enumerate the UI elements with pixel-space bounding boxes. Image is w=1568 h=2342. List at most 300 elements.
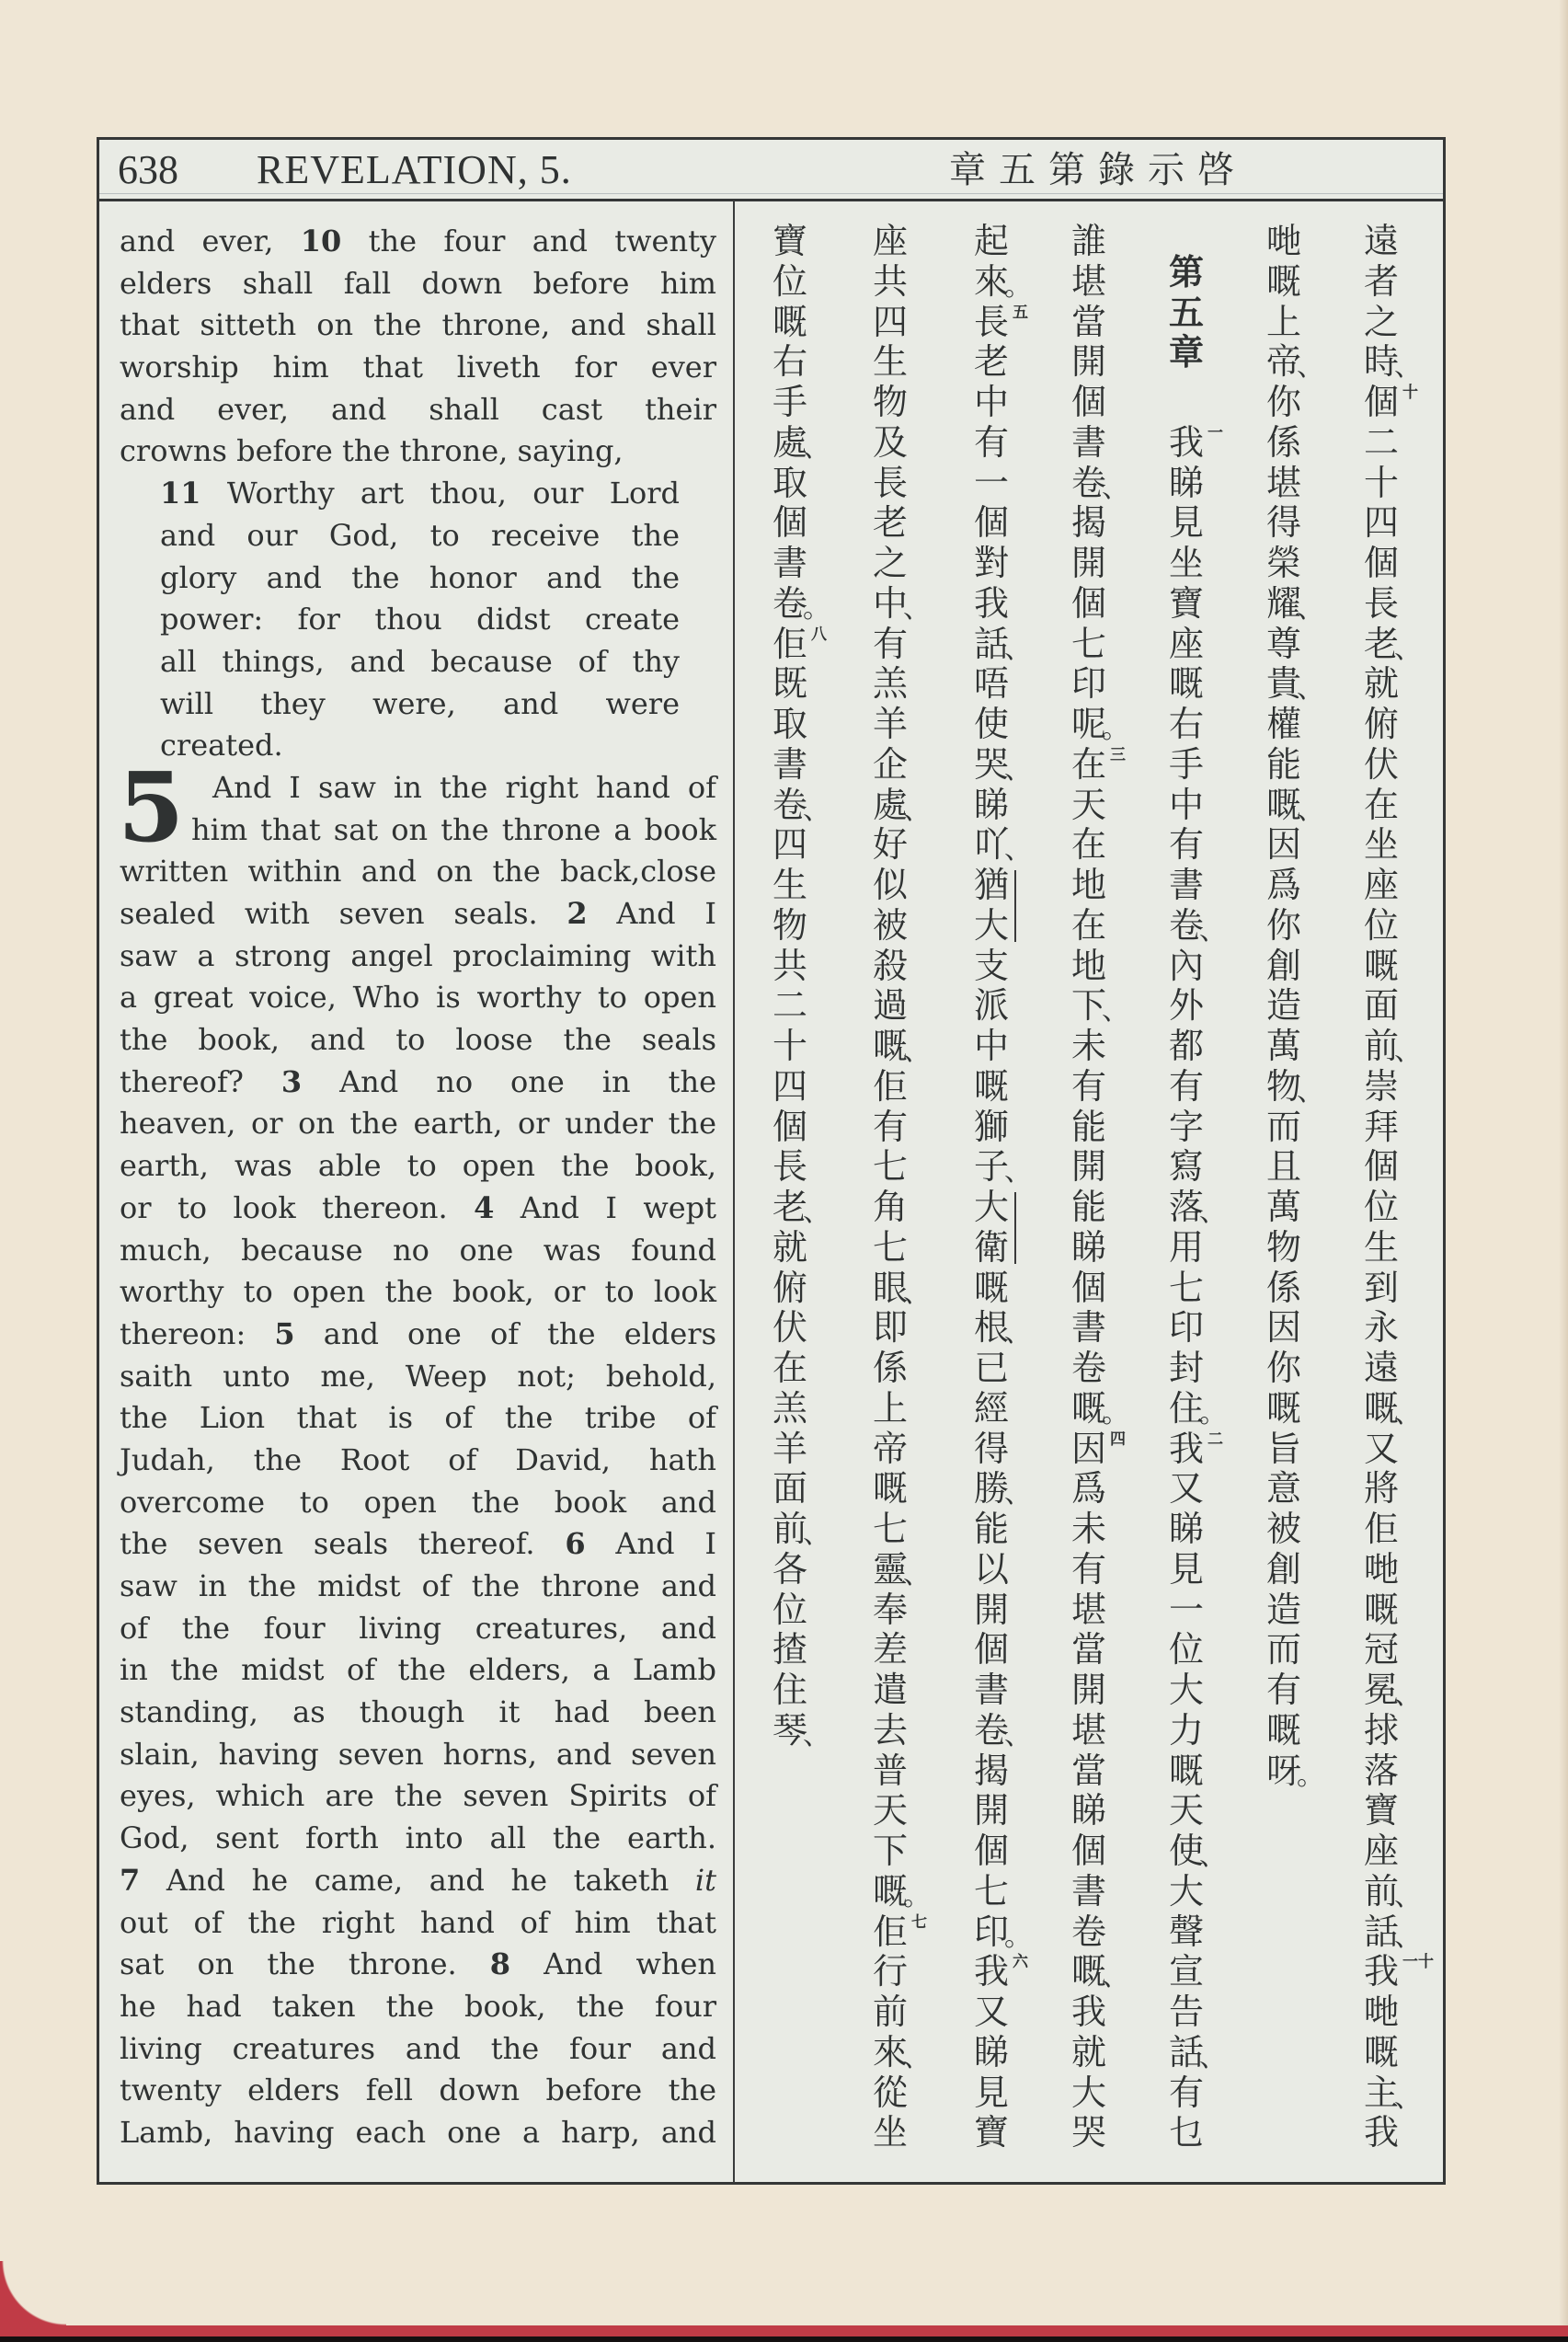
cjk-character: 去 <box>872 1709 908 1751</box>
cjk-character: 嘅 <box>1363 1589 1399 1630</box>
punctuation-mark: 。 <box>1297 1759 1324 1792</box>
punctuation-mark: 、 <box>803 431 830 464</box>
cjk-character: 崇 <box>1363 1065 1399 1107</box>
cjk-character: 長 <box>872 462 908 503</box>
text-line <box>120 1860 716 1902</box>
cjk-character: 我 <box>1168 1428 1204 1469</box>
cjk-character: 卷 <box>1070 1911 1106 1952</box>
cjk-character: 遣 <box>872 1670 908 1710</box>
cjk-character: 十 <box>1363 462 1399 503</box>
chinese-column <box>1069 221 1129 2153</box>
cjk-character: 我 <box>1363 2112 1399 2153</box>
text-run: sealed with seven seals. <box>120 896 567 931</box>
text-line <box>120 1397 716 1440</box>
cjk-character: 大 <box>973 904 1009 946</box>
text-line <box>120 809 716 852</box>
cjk-character: 告 <box>1168 1992 1204 2032</box>
cjk-character: 一 <box>973 462 1009 503</box>
cjk-character: 座 <box>1363 865 1399 905</box>
cjk-character: 老 <box>872 502 908 544</box>
cjk-character: 處 、 <box>872 784 931 826</box>
verse-number: 八 <box>807 625 826 641</box>
cjk-character: 嘅 、 <box>1363 1387 1422 1429</box>
poem-block <box>120 473 716 767</box>
cjk-character: 在 <box>1363 784 1399 825</box>
verse-number: 三 <box>1106 745 1125 762</box>
cjk-character: 旨 <box>1265 1428 1301 1469</box>
cjk-character: 中 <box>973 382 1009 422</box>
punctuation-mark: 。 <box>1199 1396 1227 1429</box>
text-line <box>160 599 680 641</box>
cjk-character: 開 <box>1070 1146 1106 1188</box>
cjk-character: 伏 <box>772 1307 807 1349</box>
running-head: REVELATION, 5. <box>257 147 572 192</box>
text-run <box>1361 382 1422 1953</box>
text-run: thereon: <box>120 1315 275 1351</box>
cjk-character: 當 <box>1070 1750 1106 1791</box>
punctuation-mark: 、 <box>1199 913 1227 947</box>
verse-number: 8 <box>489 1946 511 1982</box>
cjk-character: 個 <box>973 1629 1009 1670</box>
punctuation-mark: 、 <box>1297 1074 1324 1108</box>
cjk-character: 嘅 <box>973 1267 1009 1308</box>
cjk-character: 話 、 <box>1363 1911 1422 1953</box>
cjk-character: 佢 <box>872 1911 908 1952</box>
punctuation-mark: 、 <box>1102 471 1129 504</box>
text-line <box>120 431 716 473</box>
cjk-character: 起 <box>973 221 1009 261</box>
cjk-character: 者 <box>1363 260 1399 302</box>
cjk-character: 對 <box>973 543 1009 583</box>
text-line <box>120 851 716 893</box>
text-line <box>120 1692 716 1734</box>
text-run <box>870 221 931 1912</box>
cjk-character: 個 <box>1070 1831 1106 1871</box>
text-run: saw in the midst of the throne and <box>120 1568 716 1603</box>
cjk-character: 開 <box>973 1790 1009 1831</box>
cjk-character: 七 <box>872 1226 908 1268</box>
cjk-character: 堪 <box>1070 260 1106 302</box>
cjk-character: 爲 <box>1070 1468 1106 1510</box>
text-run: overcome to open the book and <box>120 1484 716 1520</box>
punctuation-mark: 。 <box>1004 270 1032 303</box>
text-line <box>160 641 680 683</box>
punctuation-mark: 、 <box>1102 1960 1129 1993</box>
cjk-character: 都 <box>1168 1026 1204 1066</box>
cjk-character: 從 <box>872 2072 908 2113</box>
cjk-character: 差 <box>872 1629 908 1670</box>
punctuation-mark: 、 <box>803 1718 830 1751</box>
cjk-character: 過 <box>872 985 908 1027</box>
cjk-character: 爲 <box>1265 865 1301 905</box>
cjk-character: 個 <box>1070 382 1106 422</box>
text-line <box>160 725 680 767</box>
cjk-character: 二 <box>1363 421 1399 463</box>
text-run: much, because no one was found <box>120 1232 716 1268</box>
cjk-character: 上 <box>872 1387 908 1429</box>
punctuation-mark: 。 <box>803 591 830 625</box>
verse-number: 十 <box>1399 384 1417 399</box>
text-run: and our God, to receive the <box>160 517 680 553</box>
cjk-character: 地 <box>1070 865 1106 905</box>
cjk-character: 嘅 、 <box>1265 784 1324 826</box>
cjk-character: 寶 <box>973 2112 1009 2153</box>
cjk-character: 卷 <box>1070 1348 1106 1388</box>
text-line <box>120 2028 716 2071</box>
cjk-character: 帝 <box>872 1428 908 1469</box>
text-run: eyes, which are the seven Spirits of <box>120 1778 716 1814</box>
cjk-character: 就 <box>772 1226 807 1268</box>
cjk-character: 右 <box>1168 704 1204 744</box>
text-line <box>120 1440 716 1482</box>
cjk-character: 既 <box>772 663 807 705</box>
cjk-character: 長 <box>772 1146 807 1188</box>
page-edge-red <box>0 2325 1568 2336</box>
cjk-character: 聲 <box>1168 1911 1204 1952</box>
cjk-character: 睇 <box>1070 1226 1106 1268</box>
cjk-character: 哋 <box>1265 221 1301 261</box>
text-run: slain, having seven horns, and seven <box>120 1736 716 1772</box>
chapter-heading <box>1166 222 1207 423</box>
text-run <box>971 1952 1012 2153</box>
cjk-character: 位 <box>1363 1187 1399 1227</box>
cjk-character: 書 <box>1168 865 1204 905</box>
text-run: him that sat on the throne a book <box>191 811 716 847</box>
cjk-character: 又 <box>1363 1428 1399 1469</box>
cjk-character: 被 <box>872 904 908 946</box>
cjk-character: 宣 <box>1168 1951 1204 1992</box>
cjk-character: 手 <box>772 382 807 422</box>
punctuation-mark: 、 <box>1394 632 1422 665</box>
text-run: and ever, <box>120 224 301 258</box>
cjk-character: 來 、 <box>872 2031 931 2073</box>
cjk-character: 睇 <box>973 2031 1009 2072</box>
text-run: standing, as though it had been <box>120 1694 716 1730</box>
text-line <box>120 767 716 809</box>
text-run: sat on the throne. <box>120 1946 490 1982</box>
cjk-character: 榮 <box>1265 543 1301 583</box>
text-run: the Lion that is of the tribe of <box>120 1400 716 1436</box>
page-corner-edge <box>0 2261 66 2327</box>
text-line <box>120 1019 716 1062</box>
text-run: twenty elders fell down before the <box>120 2072 716 2108</box>
text-run <box>971 221 1032 303</box>
cjk-character: 經 <box>973 1387 1009 1429</box>
cjk-character: 章 <box>1168 331 1204 373</box>
verse-number: 二 <box>1204 1429 1222 1446</box>
cjk-character: 已 <box>973 1348 1009 1388</box>
punctuation-mark: 、 <box>1394 1920 1422 1953</box>
english-text-column <box>120 221 716 2154</box>
cjk-character: 主 、 <box>1363 2072 1422 2114</box>
cjk-character: 開 <box>1070 341 1106 383</box>
text-run <box>1264 221 1324 1792</box>
cjk-character: 睇 <box>1168 1509 1204 1549</box>
cjk-character: 嘅 <box>872 1468 908 1510</box>
cjk-character: 個 <box>1070 582 1106 624</box>
text-line <box>120 304 716 347</box>
text-line <box>120 1523 716 1566</box>
cjk-character: 你 <box>1265 1348 1301 1388</box>
punctuation-mark: 、 <box>1004 1316 1032 1349</box>
cjk-character: 右 <box>772 341 807 383</box>
text-run: written within and on the back,close <box>120 854 716 890</box>
cjk-character: 耀 、 <box>1265 582 1324 625</box>
cjk-character: 在 <box>1070 904 1106 946</box>
cjk-character: 羊 <box>872 704 908 744</box>
cjk-character: 物 <box>772 904 807 946</box>
cjk-character: 係 <box>1265 421 1301 463</box>
text-run <box>971 301 1032 867</box>
cjk-character: 大 <box>973 1187 1009 1227</box>
cjk-character: 嘅 <box>1168 1750 1204 1791</box>
cjk-character: 位 <box>772 1589 807 1630</box>
cjk-character: 面 <box>1363 985 1399 1027</box>
cjk-character: 你 <box>1265 382 1301 422</box>
cjk-character: 下 、 <box>1070 985 1129 1027</box>
cjk-character: 卷 、 <box>1168 904 1227 947</box>
cjk-character: 嘅 、 <box>872 1026 931 1067</box>
verse-number: 11 <box>160 476 201 511</box>
punctuation-mark: 。 <box>1102 713 1129 745</box>
cjk-character: 印 <box>1070 663 1106 705</box>
cjk-character: 位 <box>1168 1629 1204 1670</box>
cjk-character: 到 <box>1363 1267 1399 1308</box>
text-run: God, sent forth into all the earth. <box>120 1820 716 1856</box>
text-run: the four and twenty <box>341 224 716 258</box>
cjk-character: 有 <box>872 1106 908 1147</box>
cjk-character: 能 <box>973 1509 1009 1549</box>
verse-number: 10 <box>300 224 342 258</box>
cjk-character: 天 <box>1168 1790 1204 1831</box>
text-line <box>120 1145 716 1188</box>
text-run: glory and the honor and the <box>160 559 680 595</box>
cjk-character: 而 <box>1265 1629 1301 1670</box>
cjk-character: 殺 <box>872 945 908 986</box>
cjk-character: 睇 <box>973 784 1009 825</box>
cjk-character: 佢 <box>772 623 807 664</box>
cjk-character: 我 <box>1363 1951 1399 1992</box>
cjk-character: 物 <box>1265 1226 1301 1268</box>
text-run: elders shall fall down before him <box>120 265 716 301</box>
punctuation-mark: 、 <box>1394 1879 1422 1912</box>
cjk-character: 支 <box>973 945 1009 986</box>
text-run: will they were, and were <box>160 685 680 721</box>
cjk-character: 話 、 <box>973 623 1032 665</box>
cjk-character: 有 <box>1168 2072 1204 2113</box>
italic-text: it <box>694 1862 716 1898</box>
cjk-character: 七 <box>973 1870 1009 1911</box>
cjk-character: 遠 <box>1363 221 1399 261</box>
cjk-character: 角 <box>872 1187 908 1227</box>
cjk-character: 似 <box>872 865 908 905</box>
text-run: And he came, and he taketh <box>140 1862 695 1898</box>
cjk-character: 嘅 。 <box>872 1870 931 1912</box>
cjk-character: 前 <box>872 1992 908 2032</box>
verse-number: 3 <box>280 1063 303 1099</box>
cjk-character: 能 <box>1265 743 1301 785</box>
cjk-character: 冕 、 <box>1363 1670 1422 1711</box>
cjk-character: 堪 <box>1070 1709 1106 1751</box>
chinese-column <box>1264 221 1324 2153</box>
verse-number: 5 <box>274 1315 295 1351</box>
cjk-character: 有 <box>1168 1065 1204 1107</box>
cjk-character: 琴 、 <box>772 1709 830 1751</box>
text-line <box>120 1314 716 1356</box>
text-run <box>971 1267 1032 1953</box>
text-line <box>120 1608 716 1650</box>
cjk-character: 老 、 <box>1363 623 1422 665</box>
cjk-character: 遠 <box>1363 1348 1399 1388</box>
cjk-character: 字 <box>1168 1106 1204 1147</box>
cjk-character: 我 <box>1168 421 1204 463</box>
cjk-character: 座 <box>872 221 908 261</box>
cjk-character: 內 <box>1168 945 1204 986</box>
cjk-character: 因 <box>1265 824 1301 866</box>
cjk-character: 在 <box>1070 824 1106 866</box>
chinese-column <box>1361 221 1433 2153</box>
text-run: And I wept <box>494 1189 717 1225</box>
text-line <box>120 1482 716 1524</box>
cjk-character: 在 <box>1070 743 1106 785</box>
cjk-character: 個 <box>973 1831 1009 1871</box>
punctuation-mark: 、 <box>1004 1477 1032 1510</box>
cjk-character: 四 <box>772 1065 807 1107</box>
text-run: And no one in the <box>302 1063 717 1099</box>
cjk-character: 坐 <box>872 2112 908 2153</box>
text-line <box>160 473 680 515</box>
text-line <box>120 936 716 978</box>
verse-number: 四 <box>1106 1429 1125 1446</box>
cjk-character: 帝 、 <box>1265 341 1324 384</box>
cjk-character: 各 <box>772 1548 807 1590</box>
cjk-character: 權 <box>1265 704 1301 744</box>
cjk-character: 前 、 <box>1363 1870 1422 1912</box>
cjk-character: 下 <box>872 1831 908 1871</box>
text-run: created. <box>160 728 283 763</box>
cjk-character: 四 <box>772 824 807 866</box>
cjk-character: 話 、 <box>1168 2031 1227 2073</box>
text-run: saw a strong angel proclaiming with <box>120 937 716 973</box>
cjk-character: 卷 。 <box>772 582 830 625</box>
cjk-character: 哭 <box>1070 2112 1106 2153</box>
text-line <box>120 1986 716 2028</box>
cjk-character: 且 <box>1265 1146 1301 1188</box>
cjk-character: 你 <box>1265 904 1301 946</box>
cjk-character: 書 <box>1070 1307 1106 1349</box>
text-run: Worthy art thou, our Lord <box>200 476 680 511</box>
cjk-character: 堪 <box>1265 462 1301 503</box>
cjk-character: 取 <box>772 704 807 744</box>
cjk-character: 開 <box>1070 1670 1106 1710</box>
cjk-character: 之 <box>1363 301 1399 342</box>
text-line <box>160 683 680 726</box>
verse-number: 6 <box>565 1526 586 1562</box>
cjk-character: 書 <box>1070 421 1106 463</box>
cjk-character: 猶 <box>973 865 1009 905</box>
cjk-character: 中 <box>1168 784 1204 825</box>
text-run <box>770 623 830 1751</box>
cjk-character: 未 <box>1070 1509 1106 1549</box>
cjk-character: 前 、 <box>772 1509 830 1550</box>
cjk-character: 企 <box>872 743 908 785</box>
cjk-character: 獅 <box>973 1106 1009 1147</box>
cjk-character: 中 、 <box>872 582 931 625</box>
cjk-character: 卷 、 <box>973 1709 1032 1751</box>
column-divider <box>733 201 735 2183</box>
text-run: worthy to open the book, or to look <box>120 1274 716 1310</box>
cjk-character: 開 <box>973 1589 1009 1630</box>
punctuation-mark: 、 <box>803 793 830 826</box>
cjk-character: 力 <box>1168 1709 1204 1751</box>
page-edge-right <box>1559 0 1568 2342</box>
text-run: heaven, or on the earth, or under the <box>120 1106 716 1142</box>
cjk-character: 冠 <box>1363 1629 1399 1670</box>
cjk-character: 堪 <box>1070 1589 1106 1630</box>
cjk-character: 取 <box>772 462 807 503</box>
text-run <box>1069 221 1129 745</box>
text-run: saith unto me, Weep not; behold, <box>120 1358 716 1394</box>
cjk-character: 而 <box>1265 1106 1301 1147</box>
cjk-character: 就 <box>1070 2031 1106 2072</box>
cjk-character: 有 <box>1168 824 1204 866</box>
text-line <box>120 1356 716 1398</box>
cjk-character: 呀 。 <box>1265 1750 1324 1792</box>
cjk-character: 我 <box>973 582 1009 624</box>
punctuation-mark: 、 <box>1394 1035 1422 1067</box>
text-line <box>120 1103 716 1145</box>
chinese-column <box>1166 222 1227 2153</box>
paragraph-block <box>120 221 716 473</box>
cjk-character: 行 <box>872 1951 908 1992</box>
cjk-character: 當 <box>1070 301 1106 342</box>
cjk-character: 處 、 <box>772 421 830 464</box>
cjk-character: 五 <box>1168 291 1204 333</box>
cjk-character: 落 <box>1363 1750 1399 1791</box>
cjk-character: 開 <box>1070 543 1106 583</box>
punctuation-mark: 、 <box>1199 1196 1227 1228</box>
cjk-character: 見 <box>1168 1548 1204 1590</box>
cjk-character: 能 <box>1070 1106 1106 1147</box>
text-line <box>120 2070 716 2112</box>
cjk-character: 上 <box>1265 301 1301 342</box>
chinese-column <box>870 221 931 2153</box>
cjk-character: 捄 <box>1363 1709 1399 1751</box>
text-line <box>120 1902 716 1945</box>
cjk-character: 貴 、 <box>1265 663 1324 706</box>
text-line <box>120 389 716 431</box>
cjk-character: 嘅 。 <box>1070 1387 1129 1429</box>
punctuation-mark: 、 <box>1297 672 1324 706</box>
text-run <box>971 945 1032 1188</box>
verse-number: 十一 <box>1399 1953 1433 1969</box>
cjk-character: 個 <box>973 502 1009 544</box>
cjk-character: 萬 <box>1265 1026 1301 1066</box>
cjk-character: 有 <box>1070 1548 1106 1590</box>
punctuation-mark: 、 <box>803 1196 830 1228</box>
cjk-character: 能 <box>1070 1187 1106 1227</box>
cjk-character: 又 <box>973 1992 1009 2032</box>
punctuation-mark: 、 <box>903 1557 931 1590</box>
cjk-character: 天 <box>872 1790 908 1831</box>
text-line <box>120 221 716 263</box>
cjk-character: 長 <box>1363 582 1399 624</box>
cjk-character: 創 <box>1265 1548 1301 1590</box>
cjk-character: 見 <box>1168 502 1204 544</box>
cjk-character: 揸 <box>772 1629 807 1670</box>
proper-name <box>971 866 1012 947</box>
text-run: And I <box>585 1526 717 1562</box>
